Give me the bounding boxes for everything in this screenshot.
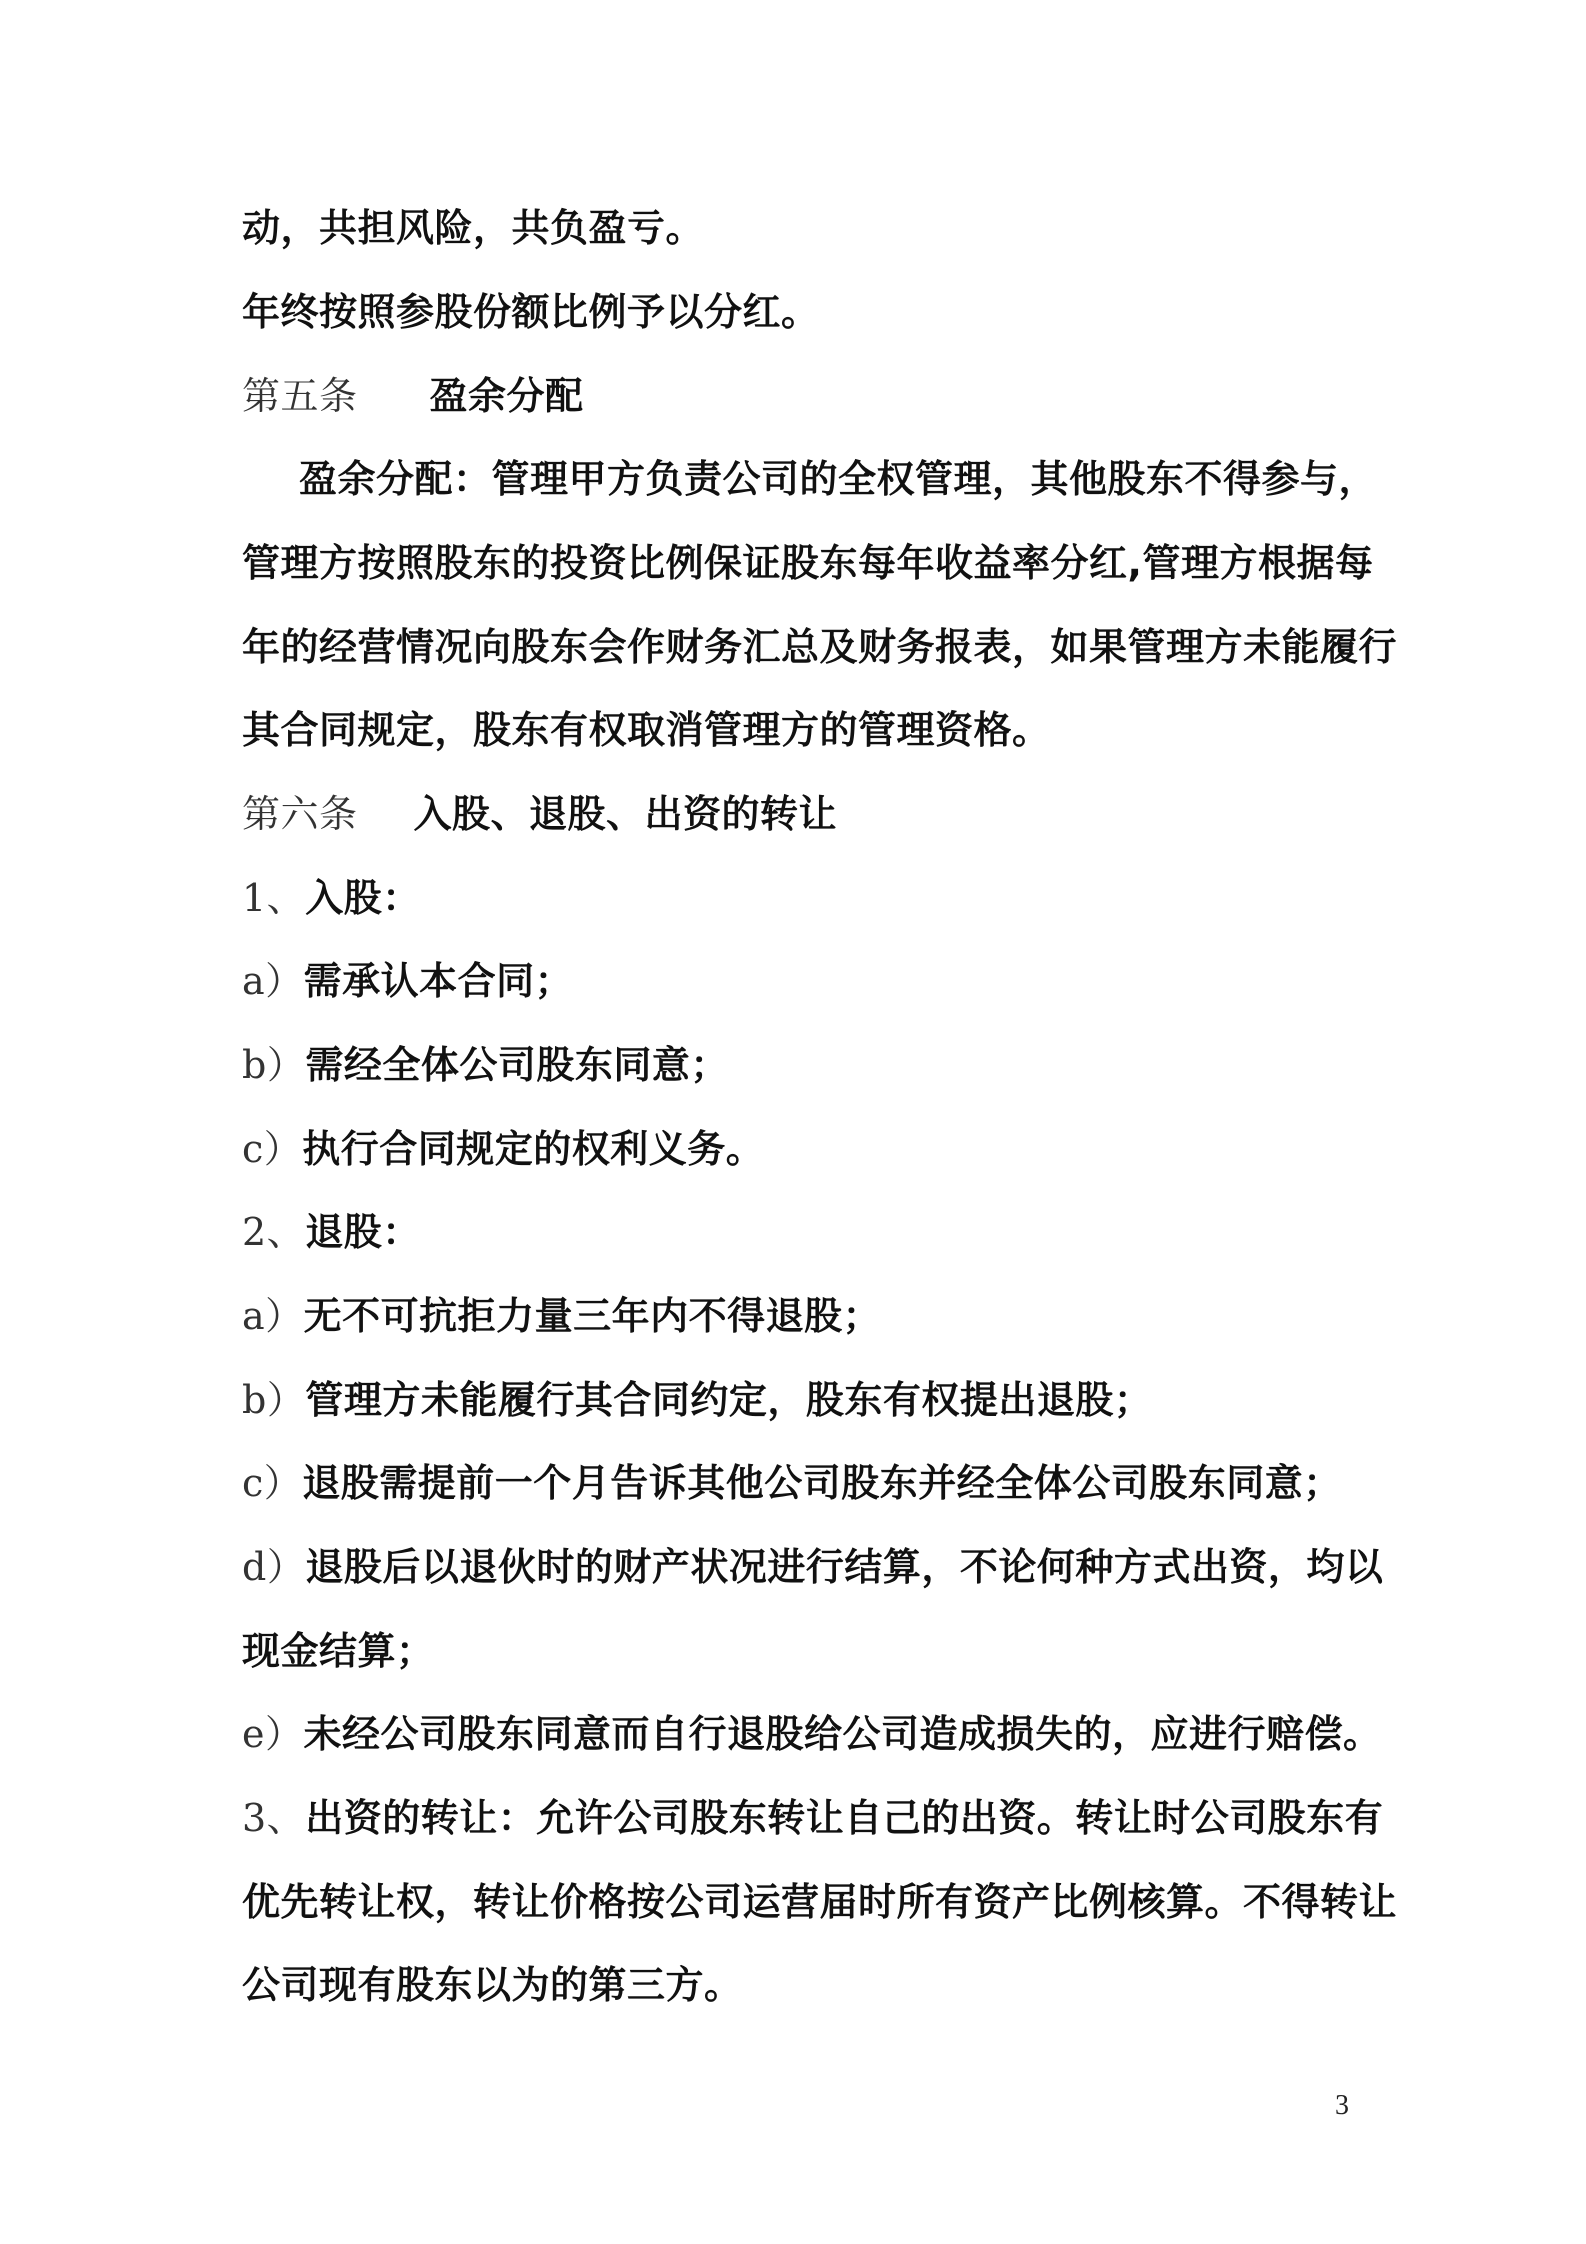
- article-heading-6: [242, 786, 1362, 842]
- list-item: c）执行合同规定的权利义务。: [242, 1127, 765, 1171]
- section-heading: 2、退股：: [242, 1210, 421, 1254]
- section-heading: 1、入股：: [242, 876, 421, 920]
- item-marker: a）: [242, 1294, 304, 1338]
- item-marker: a）: [242, 959, 304, 1003]
- item-marker: 1、: [242, 876, 306, 920]
- article-title: 入股、退股、出资的转让: [413, 792, 838, 836]
- list-item: b）管理方未能履行其合同约定，股东有权提出退股；: [242, 1378, 1153, 1422]
- article-heading-5: [242, 368, 1362, 424]
- paragraph-line: 公司现有股东以为的第三方。: [242, 1963, 743, 2007]
- list-item: c）退股需提前一个月告诉其他公司股东并经全体公司股东同意；: [242, 1461, 1342, 1505]
- item-marker: d）: [242, 1545, 306, 1589]
- item-marker: c）: [242, 1127, 303, 1171]
- paragraph-line: 其合同规定，股东有权取消管理方的管理资格。: [242, 708, 1051, 752]
- list-item: a）无不可抗拒力量三年内不得退股；: [242, 1294, 882, 1338]
- paragraph-line: 管理方按照股东的投资比例保证股东每年收益率分红,管理方根据每: [242, 541, 1374, 585]
- item-marker: b）: [242, 1043, 306, 1087]
- list-item: b）需经全体公司股东同意；: [242, 1043, 729, 1087]
- paragraph-line: 年的经营情况向股东会作财务汇总及财务报表，如果管理方未能履行: [242, 625, 1398, 669]
- item-marker: 3、: [242, 1796, 306, 1840]
- list-item: d）退股后以退伙时的财产状况进行结算，不论何种方式出资，均以: [242, 1545, 1384, 1589]
- paragraph-line: 动，共担风险，共负盈亏。: [242, 206, 705, 250]
- item-marker: 2、: [242, 1210, 306, 1254]
- list-item: e）未经公司股东同意而自行退股给公司造成损失的，应进行赔偿。: [242, 1712, 1382, 1756]
- paragraph-line: 优先转让权，转让价格按公司运营届时所有资产比例核算。不得转让: [242, 1880, 1398, 1924]
- paragraph-line: 年终按照参股份额比例予以分红。: [242, 290, 820, 334]
- article-title: 盈余分配: [429, 374, 584, 418]
- list-item: a）需承认本合同；: [242, 959, 574, 1003]
- section-heading: 3、出资的转让：允许公司股东转让自己的出资。转让时公司股东有: [242, 1796, 1384, 1840]
- page-number: 3: [1335, 2090, 1349, 2121]
- paragraph-line: 现金结算；: [242, 1629, 435, 1673]
- article-number: 第六条: [242, 792, 358, 836]
- item-marker: e）: [242, 1712, 304, 1756]
- item-marker: c）: [242, 1461, 303, 1505]
- paragraph-line: 盈余分配：管理甲方负责公司的全权管理，其他股东不得参与，: [299, 457, 1378, 501]
- article-number: 第五条: [242, 374, 358, 418]
- item-marker: b）: [242, 1378, 306, 1422]
